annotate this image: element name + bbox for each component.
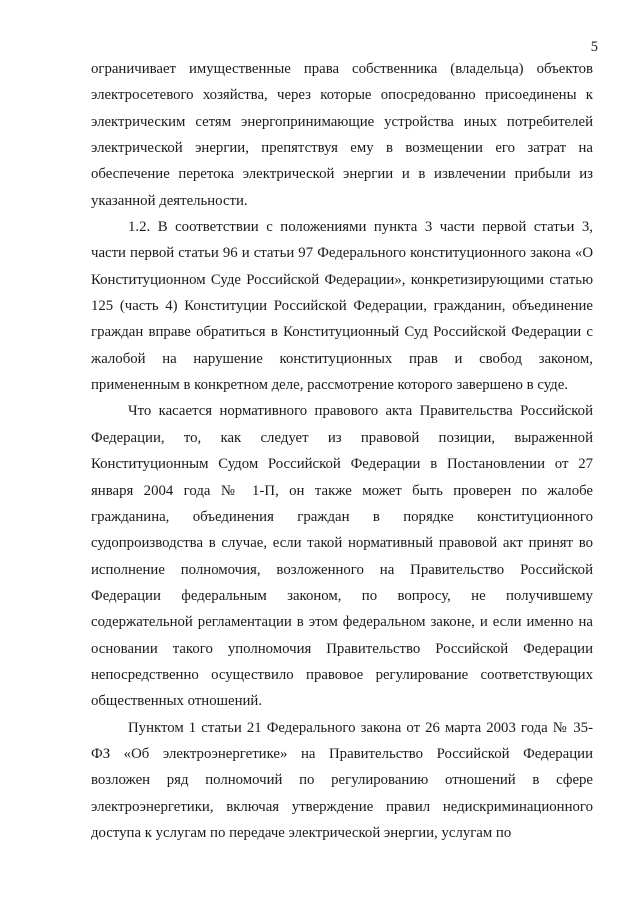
paragraph-electroenergetics-law: Пунктом 1 статьи 21 Федерального закона от 26 марта 2003 года № 35-ФЗ «Об электроэнергетике» на Правительство Российской Федерации возложен ряд полномочий по регулированию отношений в сфере электроэнергетики, включая утверждение правил недискриминационного доступа к услугам по передаче электрической энергии, услугам по [91, 719, 593, 841]
document-body [91, 56, 593, 846]
paragraph-normative-act: Что касается нормативного правового акта Правительства Российской Федерации, то, как следует из правовой позиции, выраженной Конституционным Судом Российской Федерации в Постановлении от 27 января 2004 года № 1-П, он также может быть проверен по жалобе гражданина, объединения граждан в порядке конституционного судопроизводства в случае, если такой нормативный правовой акт принят во исполнение полномочия, возложенного на Правительство Российской Федерации федеральным законом, по вопросу, не получившему содержательной регламентации в этом федеральном законе, и если именно на основании такого уполномочия Правительство Российской Федерации непосредственно осуществило правовое регулирование соответствующих общественных отношений. [91, 403, 593, 710]
page-number: 5 [590, 39, 598, 55]
paragraph-section-1-2: 1.2. В соответствии с положениями пункта 3 части первой статьи 3, части первой статьи 96 и статьи 97 Федерального конституционного закона «О Конституционном Суде Российской Федерации», конкретизирующими статью 125 (часть 4) Конституции Российской Федерации, гражданин, объединение граждан вправе обратиться в Конституционный Суд Российской Федерации с жалобой на нарушение конституционных прав и свобод законом, примененным в конкретном деле, рассмотрение которого завершено в суде. [91, 219, 593, 394]
paragraph-continuation: ограничивает имущественные права собственника (владельца) объектов электросетевого хозяйства, через которые опосредованно присоединены к электрическим сетям энергопринимающие устройства иных потребителей электрической энергии, препятствуя ему в возмещении его затрат на обеспечение перетока электрической энергии и в извлечении прибыли из указанной деятельности. [91, 61, 593, 209]
